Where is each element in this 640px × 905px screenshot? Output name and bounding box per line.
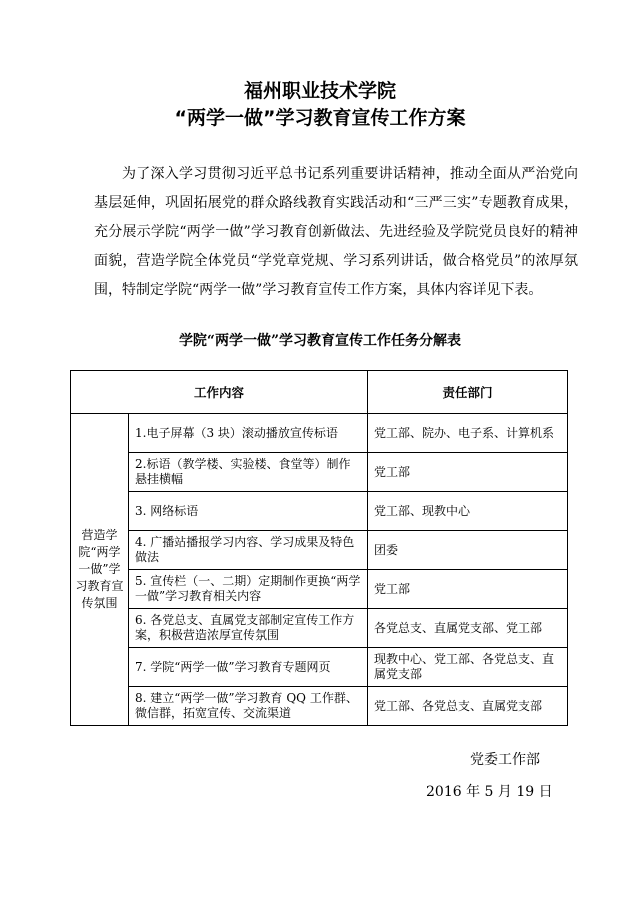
work-item: 3. 网络标语 [129,492,368,531]
work-item: 2.标语（教学楼、实验楼、食堂等）制作悬挂横幅 [129,453,368,492]
work-item: 5. 宣传栏（一、二期）定期制作更换“两学一做”学习教育相关内容 [129,570,368,609]
issue-date: 2016 年 5 月 19 日 [426,784,553,800]
responsible-dept: 党工部、院办、电子系、计算机系 [368,414,568,453]
responsible-dept: 党工部、现教中心 [368,492,568,531]
task-table [70,370,568,726]
work-item: 4. 广播站播报学习内容、学习成果及特色做法 [129,531,368,570]
responsible-dept: 党工部 [368,570,568,609]
work-item: 8. 建立“两学一做”学习教育 QQ 工作群、微信群，拓宽宣传、交流渠道 [129,687,368,726]
header-responsible-dept: 责任部门 [368,371,568,414]
category-cell: 营造学院“两学一做”学习教育宣传氛围 [71,414,129,726]
table-row [71,531,568,570]
table-row [71,492,568,531]
responsible-dept: 党工部 [368,453,568,492]
issuing-department: 党委工作部 [470,752,540,768]
document-title: 福州职业技术学院 [243,80,396,102]
responsible-dept: 党工部、各党总支、直属党支部 [368,687,568,726]
work-item: 6. 各党总支、直属党支部制定宣传工作方案，积极营造浓厚宣传氛围 [129,609,368,648]
table-title: 学院“两学一做”学习教育宣传工作任务分解表 [178,333,462,349]
document-subtitle: “两学一做”学习教育宣传工作方案 [174,107,466,129]
table-row [71,687,568,726]
responsible-dept: 团委 [368,531,568,570]
table-row [71,648,568,687]
table-row [71,414,568,453]
table-header-row [71,371,568,414]
responsible-dept: 各党总支、直属党支部、党工部 [368,609,568,648]
responsible-dept: 现教中心、党工部、各党总支、直属党支部 [368,648,568,687]
table-row [71,609,568,648]
table-row [71,453,568,492]
work-item: 7. 学院“两学一做”学习教育专题网页 [129,648,368,687]
table-row [71,570,568,609]
intro-paragraph: 为了深入学习贯彻习近平总书记系列重要讲话精神，推动全面从严治党向基层延伸，巩固拓展党的群众路线教育实践活动和“三严三实”专题教育成果，充分展示学院“两学一做”学习教育创新做法、先进经验及学院党员良好的精神面貌，营造学院全体党员“学党章党规、学习系列讲话，做合格党员”的浓厚氛围，特制定学院“两学一做”学习教育宣传工作方案，具体内容详见下表。 [94,166,578,298]
work-item: 1.电子屏幕（3 块）滚动播放宣传标语 [129,414,368,453]
header-work-content: 工作内容 [71,371,368,414]
